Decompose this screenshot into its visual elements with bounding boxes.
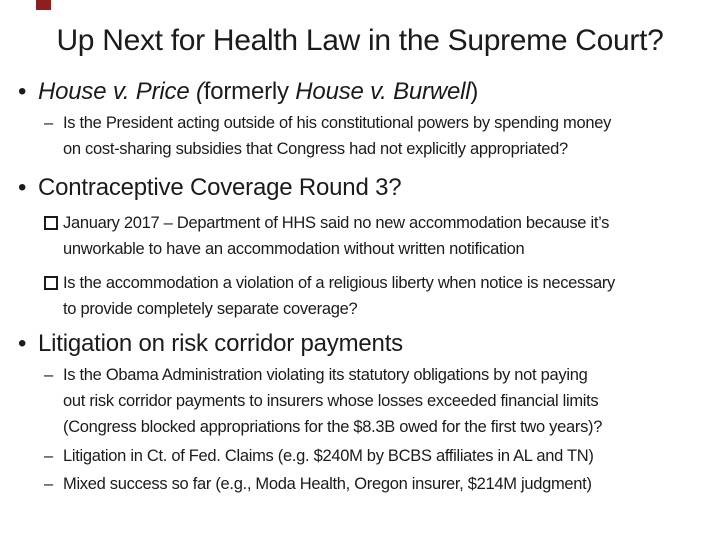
case-name-italic: House v. Burwell [295,78,471,105]
sub-bullet-checkbox [0,210,720,262]
bullet-heading-case [0,76,720,108]
bullet-dot-icon: • [18,330,27,357]
sub-bullet-dash [0,362,720,440]
dash-icon: – [44,475,53,493]
case-name-regular: ) [470,78,479,105]
dash-icon: – [44,114,53,132]
sub-bullet-line: Is the President acting outside of his constitutional powers by spending money [63,114,612,132]
bullet-dot-icon: • [18,78,27,105]
sub-bullet-line: Is the accommodation a violation of a religious liberty when notice is necessary [63,274,615,292]
corner-accent-square [36,0,51,10]
sub-bullet-line: on cost-sharing subsidies that Congress had not explicitly appropriated? [63,140,568,158]
slide-body [0,76,720,497]
sub-bullet-dash [0,443,720,469]
sub-bullet-checkbox [0,270,720,322]
sub-bullet-line: Mixed success so far (e.g., Moda Health, Oregon insurer, $214M judgment) [63,475,592,493]
sub-bullet-dash [0,471,720,497]
case-name-regular: formerly [203,78,296,105]
heading-text: Litigation on risk corridor payments [38,330,403,357]
sub-bullet-line: unworkable to have an accommodation without written notification [63,240,525,258]
sub-bullet-dash [0,110,720,162]
slide-title: Up Next for Health Law in the Supreme Court? [56,24,664,57]
bullet-heading-contraceptive [0,172,720,204]
sub-bullet-line: out risk corridor payments to insurers whose losses exceeded financial limits [63,392,599,410]
checkbox-icon [44,216,58,230]
heading-text: Contraceptive Coverage Round 3? [38,174,402,201]
checkbox-icon [44,276,58,290]
sub-bullet-line: Litigation in Ct. of Fed. Claims (e.g. $240M by BCBS affiliates in AL and TN) [63,447,594,465]
bullet-heading-litigation [0,328,720,360]
dash-icon: – [44,366,53,384]
sub-bullet-line: (Congress blocked appropriations for the $8.3B owed for the first two years)? [63,418,603,436]
sub-bullet-line: to provide completely separate coverage? [63,300,358,318]
bullet-dot-icon: • [18,174,27,201]
dash-icon: – [44,447,53,465]
sub-bullet-line: Is the Obama Administration violating its statutory obligations by not paying [63,366,588,384]
sub-bullet-line: January 2017 – Department of HHS said no new accommodation because it’s [63,214,610,232]
case-name-italic: House v. Price ( [38,78,204,105]
